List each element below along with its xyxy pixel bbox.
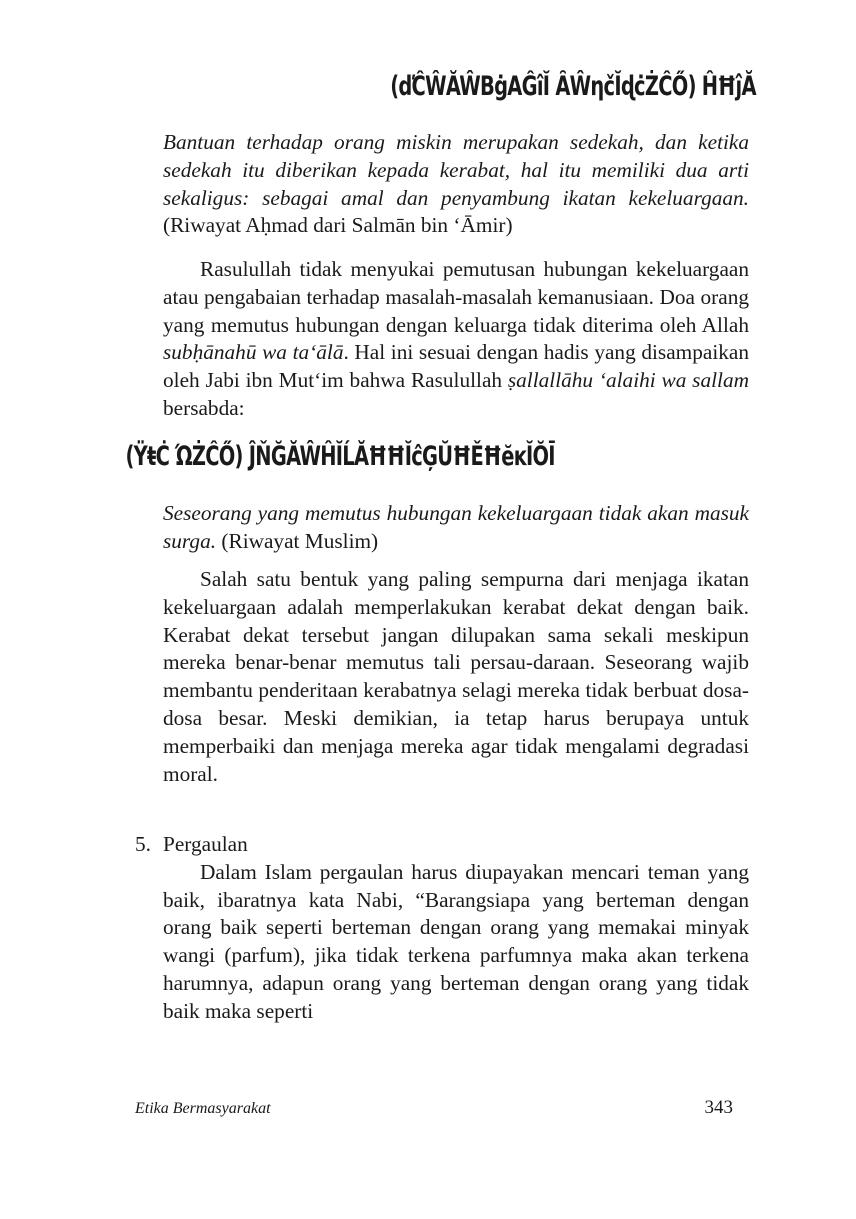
- quote-translation-2: [163, 500, 749, 556]
- paragraph-2: [163, 566, 749, 788]
- allah-phrase: subḥānahū wa ta‘ālā: [163, 340, 344, 365]
- footer-book-title: Etika Bermasyarakat: [135, 1100, 271, 1117]
- section-heading: Pergaulan: [163, 832, 248, 856]
- para-text: . Hal ini sesuai dengan hadis yang disampaikan oleh Jabi ibn Mut‘im bahwa Rasulullah: [163, 340, 749, 393]
- paragraph-1: [163, 256, 749, 423]
- salawat-phrase: ṣallallāhu ‘alaihi wa sallam: [507, 368, 749, 393]
- quote-text: Seseorang yang memutus hubungan kekeluargaan tidak akan masuk surga.: [163, 501, 749, 553]
- quote-source: (Riwayat Muslim): [221, 528, 379, 553]
- quote-source: (Riwayat Aḥmad dari Salmān bin ‘Āmir): [163, 213, 513, 238]
- arabic-text-middle: (ŸŧĊ ΏŻĈŐ) ĴŇĞĂŴĤĬĹĂĦĦĬĉĢŬĦĚĦĕĸĬŎĪ: [125, 441, 555, 472]
- page-number: 343: [704, 1097, 733, 1118]
- section-text: Dalam Islam pergaulan harus diupayakan mencari teman yang baik, ibaratnya kata Nabi, “Barangsiapa yang berteman dengan orang baik seperti berteman dengan orang yang memakai minyak wangi (parfum), jika tidak terkena parfumnya maka akan terkena harumnya, adapun orang yang berteman dengan orang yang tidak baik maka seperti: [163, 859, 749, 1023]
- quote-translation-1: [163, 129, 749, 240]
- para-text: bersabda:: [163, 395, 245, 420]
- section-5: [163, 831, 749, 1026]
- para-text: Rasulullah tidak menyukai pemutusan hubungan kekeluargaan atau pengabaian terhadap masalah-masalah kemanusiaan. Doa orang yang memutus hubungan dengan keluarga tidak diterima oleh Allah: [163, 257, 749, 337]
- arabic-text-top: (ďĈŴĂŴBġAĜîĬ ȂŴƞčĬɖċŻĈŐ) ĤĦĵĂ: [390, 71, 756, 102]
- quote-text: Bantuan terhadap orang miskin merupakan sedekah, dan ketika sedekah itu diberikan kepada kerabat, hal itu memiliki dua arti sekaligus: sebagai amal dan penyambung ikatan kekeluargaan.: [163, 130, 749, 210]
- section-number: 5.: [135, 832, 151, 856]
- para-text: Salah satu bentuk yang paling sempurna dari menjaga ikatan kekeluargaan adalah memperlakukan kerabat dekat dengan baik. Kerabat dekat tersebut jangan dilupakan sama sekali meskipun mereka benar-benar memutus tali persau-daraan. Seseorang wajib membantu penderitaan kerabatnya selagi mereka tidak berbuat dosa-dosa besar. Meski demikian, ia tetap harus berupaya untuk memperbaiki dan menjaga mereka agar tidak mengalami degradasi moral.: [163, 567, 749, 786]
